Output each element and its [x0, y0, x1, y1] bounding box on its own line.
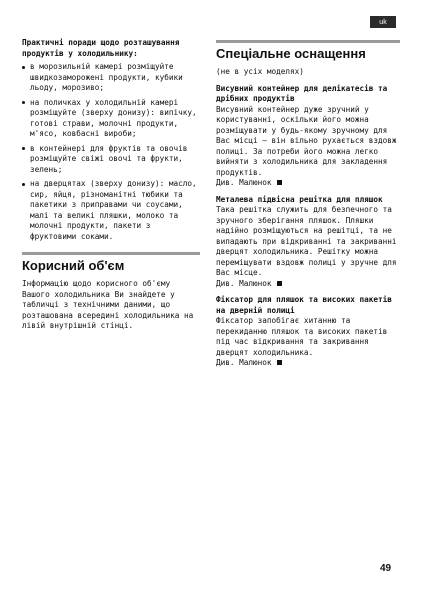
- block-text: Фіксатор запобігає хитанню та перекиданню пляшок та високих пакетів під час відкривання та закривання дверцят холодильника.: [216, 316, 388, 357]
- language-tab: uk: [370, 16, 396, 28]
- figure-reference: [216, 358, 400, 369]
- figure-reference-label: Див. Малюнок: [216, 178, 272, 187]
- right-column: [216, 40, 400, 375]
- bottle-rack-block: [216, 195, 400, 290]
- figure-marker-icon: [277, 360, 282, 365]
- block-title: Фіксатор для пляшок та високих пакетів на дверній полиці: [216, 295, 392, 315]
- block-title: Висувний контейнер для делікатесів та дрібних продуктів: [216, 83, 388, 103]
- special-equipment-heading: Спеціальне оснащення: [216, 46, 366, 61]
- figure-reference: [216, 178, 400, 189]
- block-text: Така решітка служить для безпечного та зручного зберігання пляшок. Пляшки надійно розміщуються на решітці, та не випадають при відкриванні та закриванні дверцят холодильника. Решітку можна переміщувати вздовж полиці у зручне для Вас місце.: [216, 205, 397, 277]
- left-column: [22, 38, 200, 332]
- list-item: на поличках у холодильній камері розміщуйте (зверху донизу): випічку, готові страви, молочні продукти, м'ясо, ковбасні вироби;: [22, 98, 200, 140]
- block-text: Висувний контейнер дуже зручний у користуванні, оскільки його можна розміщувати у будь-якому зручному для Вас місці – він вільно рухається вздовж полиці. За потреби його можна легко вийняти з холодильника для закладення продуктів.: [216, 104, 397, 177]
- list-item: в морозильній камері розміщуйте швидкозаморожені продукти, кубики льоду, морозиво;: [22, 62, 200, 94]
- section-divider: [216, 40, 400, 43]
- tips-intro: Практичні поради щодо розташування продуктів у холодильнику:: [22, 38, 180, 58]
- section-divider: [22, 252, 200, 255]
- useful-volume-heading: Корисний об'єм: [22, 258, 125, 273]
- figure-marker-icon: [277, 180, 282, 185]
- useful-volume-text: Інформацію щодо корисного об'єму Вашого холодильника Ви знайдете у табличці з технічними даними, що розташована всередині холодильника на лівій внутрішній стінці.: [22, 279, 194, 330]
- block-title: Металева підвісна решітка для пляшок: [216, 194, 383, 204]
- drawer-block: [216, 84, 400, 189]
- list-item: в контейнері для фруктів та овочів розміщуйте свіжі овочі та фрукти, зелень;: [22, 144, 200, 176]
- models-note: (не в усіх моделях): [216, 67, 304, 76]
- figure-marker-icon: [277, 281, 282, 286]
- figure-reference: [216, 279, 400, 290]
- figure-reference-label: Див. Малюнок: [216, 358, 272, 367]
- bottle-holder-block: [216, 295, 400, 369]
- page-number: 49: [380, 563, 392, 574]
- tips-list: [22, 62, 200, 242]
- useful-volume-section: [22, 252, 200, 332]
- list-item: на дверцятах (зверху донизу): масло, сир, яйця, різноманітні тюбики та пакетики з приправами чи соусами, малі та великі пляшки, молоко та молочні продукти, пакети з фруктовими соками.: [22, 179, 200, 242]
- figure-reference-label: Див. Малюнок: [216, 278, 272, 288]
